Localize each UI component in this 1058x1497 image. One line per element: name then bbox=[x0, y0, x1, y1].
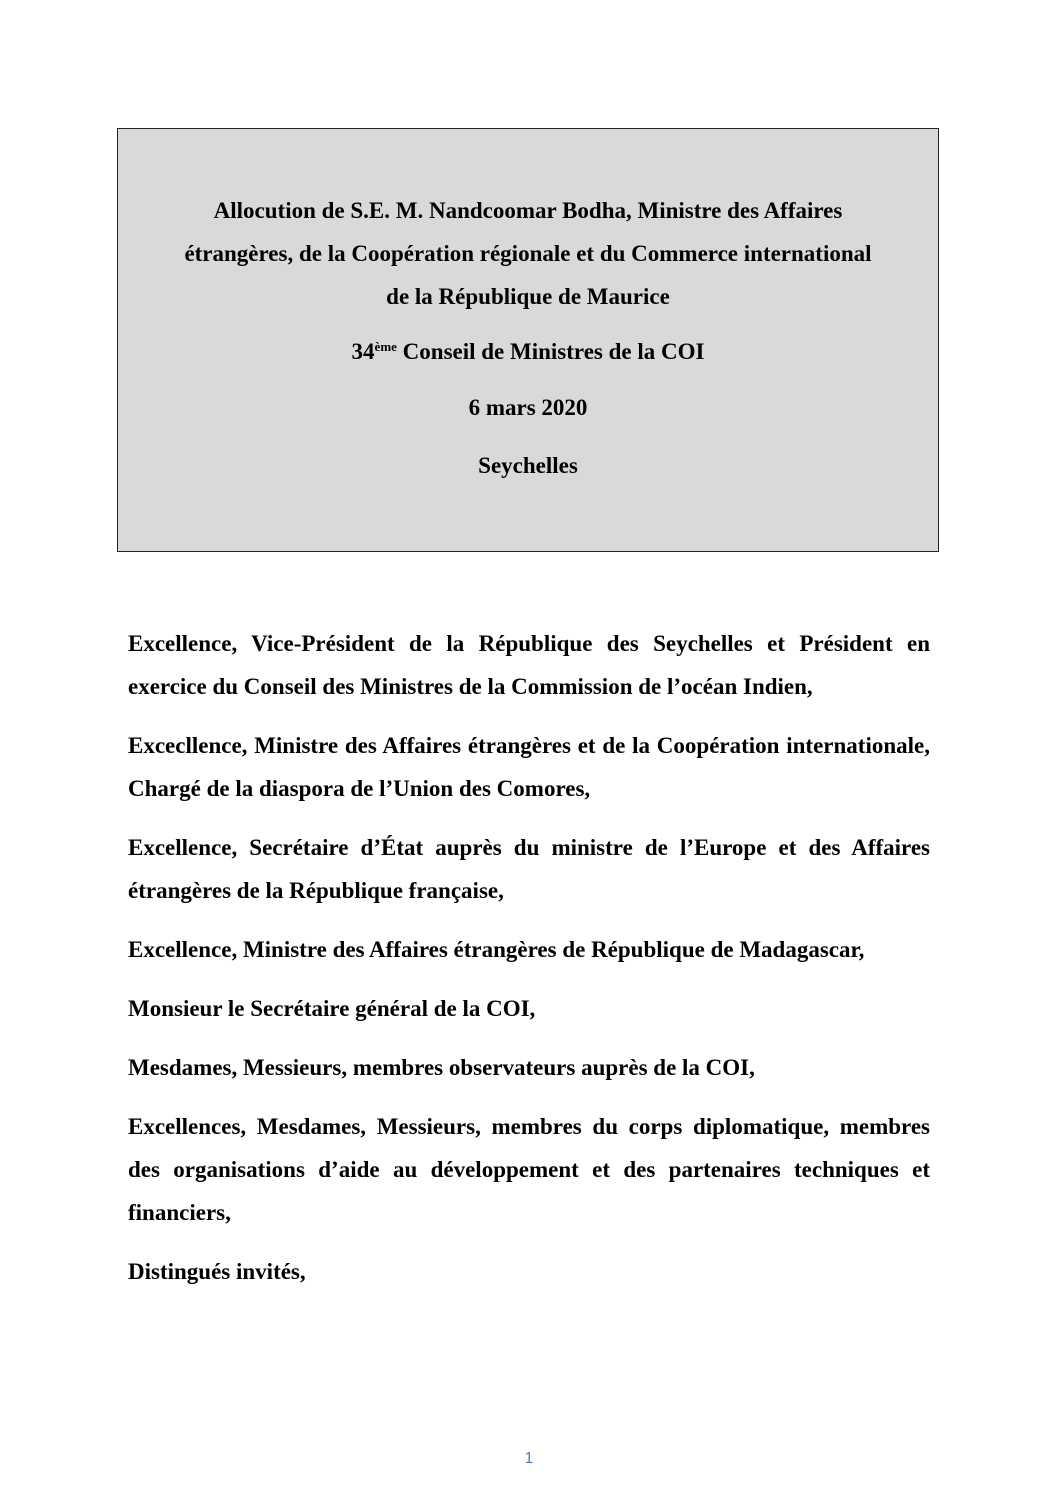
salutation-secretary-general: Monsieur le Secrétaire général de la COI, bbox=[128, 996, 536, 1021]
title-line: Allocution de S.E. M. Nandcoomar Bodha, Ministre des Affaires bbox=[213, 198, 843, 223]
title-line: de la République de Maurice bbox=[386, 284, 670, 309]
salutation-diplomatic-corps: Excellences, Mesdames, Messieurs, membres du corps diplomatique, membres des organisations d’aide au développement et des partenaires techniques et financiers, bbox=[128, 1114, 930, 1225]
salutations bbox=[128, 622, 930, 1309]
salutation-comoros-minister: Exceсllence, Ministre des Affaires étrangères et de la Coopération internationale, Chargé de la diaspora de l’Union des Comores, bbox=[128, 733, 930, 801]
speech-title bbox=[118, 189, 938, 318]
salutation-vice-president: Excellence, Vice-Président de la République des Seychelles et Président en exercice du Conseil des Ministres de la Commission de l’océan Indien, bbox=[128, 631, 930, 699]
page-number: 1 bbox=[524, 1450, 534, 1467]
council-text: Conseil de Ministres de la COI bbox=[396, 339, 705, 364]
council-line bbox=[118, 337, 938, 367]
salutation-guests: Distingués invités, bbox=[128, 1259, 306, 1284]
salutation-france-secretary: Excellence, Secrétaire d’État auprès du ministre de l’Europe et des Affaires étrangères de la République française, bbox=[128, 835, 930, 903]
speech-location: Seychelles bbox=[478, 453, 578, 478]
title-line: étrangères, de la Coopération régionale et du Commerce international bbox=[184, 241, 872, 266]
speech-date: 6 mars 2020 bbox=[468, 395, 588, 420]
salutation-observers: Mesdames, Messieurs, membres observateurs auprès de la COI, bbox=[128, 1055, 755, 1080]
salutation-madagascar-minister: Excellence, Ministre des Affaires étrangères de République de Madagascar, bbox=[128, 937, 865, 962]
title-box bbox=[117, 128, 939, 552]
council-number: 34 bbox=[351, 339, 375, 364]
council-suffix: ème bbox=[374, 339, 397, 354]
